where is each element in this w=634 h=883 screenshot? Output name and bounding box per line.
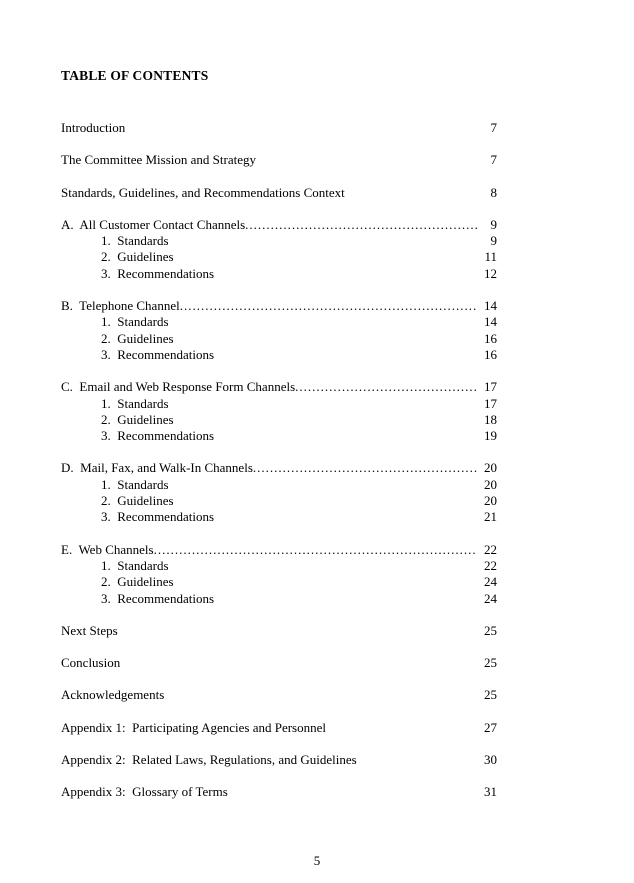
toc-group bbox=[61, 784, 497, 800]
toc-entry-label: 2. Guidelines bbox=[101, 249, 174, 265]
toc-group bbox=[61, 720, 497, 736]
toc-entry-label: 3. Recommendations bbox=[101, 509, 215, 525]
toc-entry-label: 3. Recommendations bbox=[101, 428, 215, 444]
toc-group bbox=[61, 120, 497, 136]
toc-entry-page: 11 bbox=[484, 249, 497, 265]
footer-page-number: 5 bbox=[313, 853, 321, 868]
toc-entry-label: Next Steps bbox=[61, 622, 118, 638]
toc-entry bbox=[61, 477, 497, 493]
toc-group bbox=[61, 217, 497, 282]
toc-entry bbox=[61, 347, 497, 363]
toc-entry-label: B. Telephone Channel bbox=[61, 298, 180, 314]
dot-leader bbox=[180, 298, 477, 314]
toc-entry bbox=[61, 784, 497, 800]
toc-entry bbox=[61, 331, 497, 347]
dot-leader bbox=[154, 542, 477, 558]
toc-entry-label: Conclusion bbox=[61, 655, 121, 671]
toc-group bbox=[61, 542, 497, 607]
toc-entry-label: 1. Standards bbox=[101, 233, 169, 249]
toc-entry-label: C. Email and Web Response Form Channels bbox=[61, 379, 296, 395]
toc-entry-page: 20 bbox=[484, 493, 497, 509]
toc-entry-page: 31 bbox=[484, 784, 497, 800]
page-title: TABLE OF CONTENTS bbox=[61, 68, 209, 83]
toc-entry bbox=[61, 314, 497, 330]
toc-group bbox=[61, 152, 497, 168]
toc-entry-page: 9 bbox=[490, 216, 497, 232]
dot-leader bbox=[245, 217, 477, 233]
toc-group bbox=[61, 379, 497, 444]
toc-entry bbox=[61, 266, 497, 282]
toc-entry-label: A. All Customer Contact Channels bbox=[61, 216, 246, 232]
toc-entry-label: 1. Standards bbox=[101, 395, 169, 411]
toc-entry bbox=[61, 574, 497, 590]
toc-entry-page: 25 bbox=[484, 687, 497, 703]
toc-entry-label: 3. Recommendations bbox=[101, 590, 215, 606]
toc-entry bbox=[61, 152, 497, 168]
toc-entry-page: 16 bbox=[484, 346, 497, 362]
toc-list bbox=[61, 120, 497, 801]
toc-group bbox=[61, 185, 497, 201]
toc-entry-label: The Committee Mission and Strategy bbox=[61, 152, 256, 168]
toc-entry-page: 8 bbox=[490, 184, 497, 200]
toc-entry bbox=[61, 687, 497, 703]
toc-entry-page: 12 bbox=[484, 265, 497, 281]
toc-entry-label: Appendix 2: Related Laws, Regulations, and Guidelines bbox=[61, 752, 357, 768]
toc-entry-label: Standards, Guidelines, and Recommendations Context bbox=[61, 184, 345, 200]
toc-entry-page: 22 bbox=[484, 541, 497, 557]
toc-entry bbox=[61, 558, 497, 574]
toc-entry-label: Appendix 3: Glossary of Terms bbox=[61, 784, 228, 800]
toc-entry-page: 24 bbox=[484, 590, 497, 606]
toc-entry bbox=[61, 249, 497, 265]
toc-entry-label: Acknowledgements bbox=[61, 687, 165, 703]
toc-entry bbox=[61, 623, 497, 639]
toc-entry-label: Introduction bbox=[61, 120, 126, 135]
toc-entry-label: 2. Guidelines bbox=[101, 330, 174, 346]
toc-entry-label: 3. Recommendations bbox=[101, 346, 215, 362]
toc-entry-page: 19 bbox=[484, 428, 497, 444]
toc-group bbox=[61, 655, 497, 671]
toc-entry-page: 27 bbox=[484, 719, 497, 735]
dot-leader bbox=[295, 379, 477, 395]
toc-entry-label: Appendix 1: Participating Agencies and Personnel bbox=[61, 719, 327, 735]
toc-entry bbox=[61, 396, 497, 412]
toc-entry-label: D. Mail, Fax, and Walk-In Channels bbox=[61, 460, 253, 476]
toc-entry bbox=[61, 493, 497, 509]
toc-entry-page: 18 bbox=[484, 411, 497, 427]
toc-entry bbox=[61, 509, 497, 525]
toc-entry bbox=[61, 379, 497, 395]
toc-entry-label: 3. Recommendations bbox=[101, 265, 215, 281]
toc-entry-label: E. Web Channels bbox=[61, 541, 154, 557]
toc-entry-label: 2. Guidelines bbox=[101, 574, 174, 590]
toc-entry bbox=[61, 412, 497, 428]
toc-group bbox=[61, 460, 497, 525]
toc-entry bbox=[61, 298, 497, 314]
toc-entry-page: 30 bbox=[484, 752, 497, 768]
toc-group bbox=[61, 687, 497, 703]
toc-entry bbox=[61, 428, 497, 444]
toc-entry-page: 17 bbox=[484, 395, 497, 411]
toc-entry bbox=[61, 752, 497, 768]
toc-entry-page: 7 bbox=[490, 152, 497, 168]
toc-entry-label: 2. Guidelines bbox=[101, 493, 174, 509]
toc-entry bbox=[61, 233, 497, 249]
toc-entry-label: 1. Standards bbox=[101, 557, 169, 573]
toc-entry bbox=[61, 591, 497, 607]
toc-entry-page: 17 bbox=[484, 379, 497, 395]
toc-entry bbox=[61, 542, 497, 558]
toc-entry-page: 24 bbox=[484, 574, 497, 590]
toc-entry bbox=[61, 655, 497, 671]
toc-entry-page: 14 bbox=[484, 298, 497, 314]
dot-leader bbox=[253, 460, 477, 476]
toc-entry-page: 20 bbox=[484, 476, 497, 492]
toc-entry-page: 7 bbox=[490, 120, 497, 135]
toc-entry-label: 1. Standards bbox=[101, 314, 169, 330]
toc-group bbox=[61, 752, 497, 768]
toc-entry bbox=[61, 185, 497, 201]
toc-entry-page: 25 bbox=[484, 655, 497, 671]
toc-entry-page: 22 bbox=[484, 557, 497, 573]
toc-group bbox=[61, 623, 497, 639]
toc-entry bbox=[61, 460, 497, 476]
toc-entry bbox=[61, 120, 497, 136]
toc-group bbox=[61, 298, 497, 363]
toc-entry-label: 1. Standards bbox=[101, 476, 169, 492]
toc-entry-page: 16 bbox=[484, 330, 497, 346]
toc-entry-page: 14 bbox=[484, 314, 497, 330]
toc-entry-page: 25 bbox=[484, 622, 497, 638]
toc-entry-label: 2. Guidelines bbox=[101, 411, 174, 427]
toc-entry-page: 21 bbox=[484, 509, 497, 525]
toc-entry-page: 20 bbox=[484, 460, 497, 476]
toc-entry-page: 9 bbox=[490, 233, 497, 249]
toc-entry bbox=[61, 720, 497, 736]
toc-entry bbox=[61, 217, 497, 233]
